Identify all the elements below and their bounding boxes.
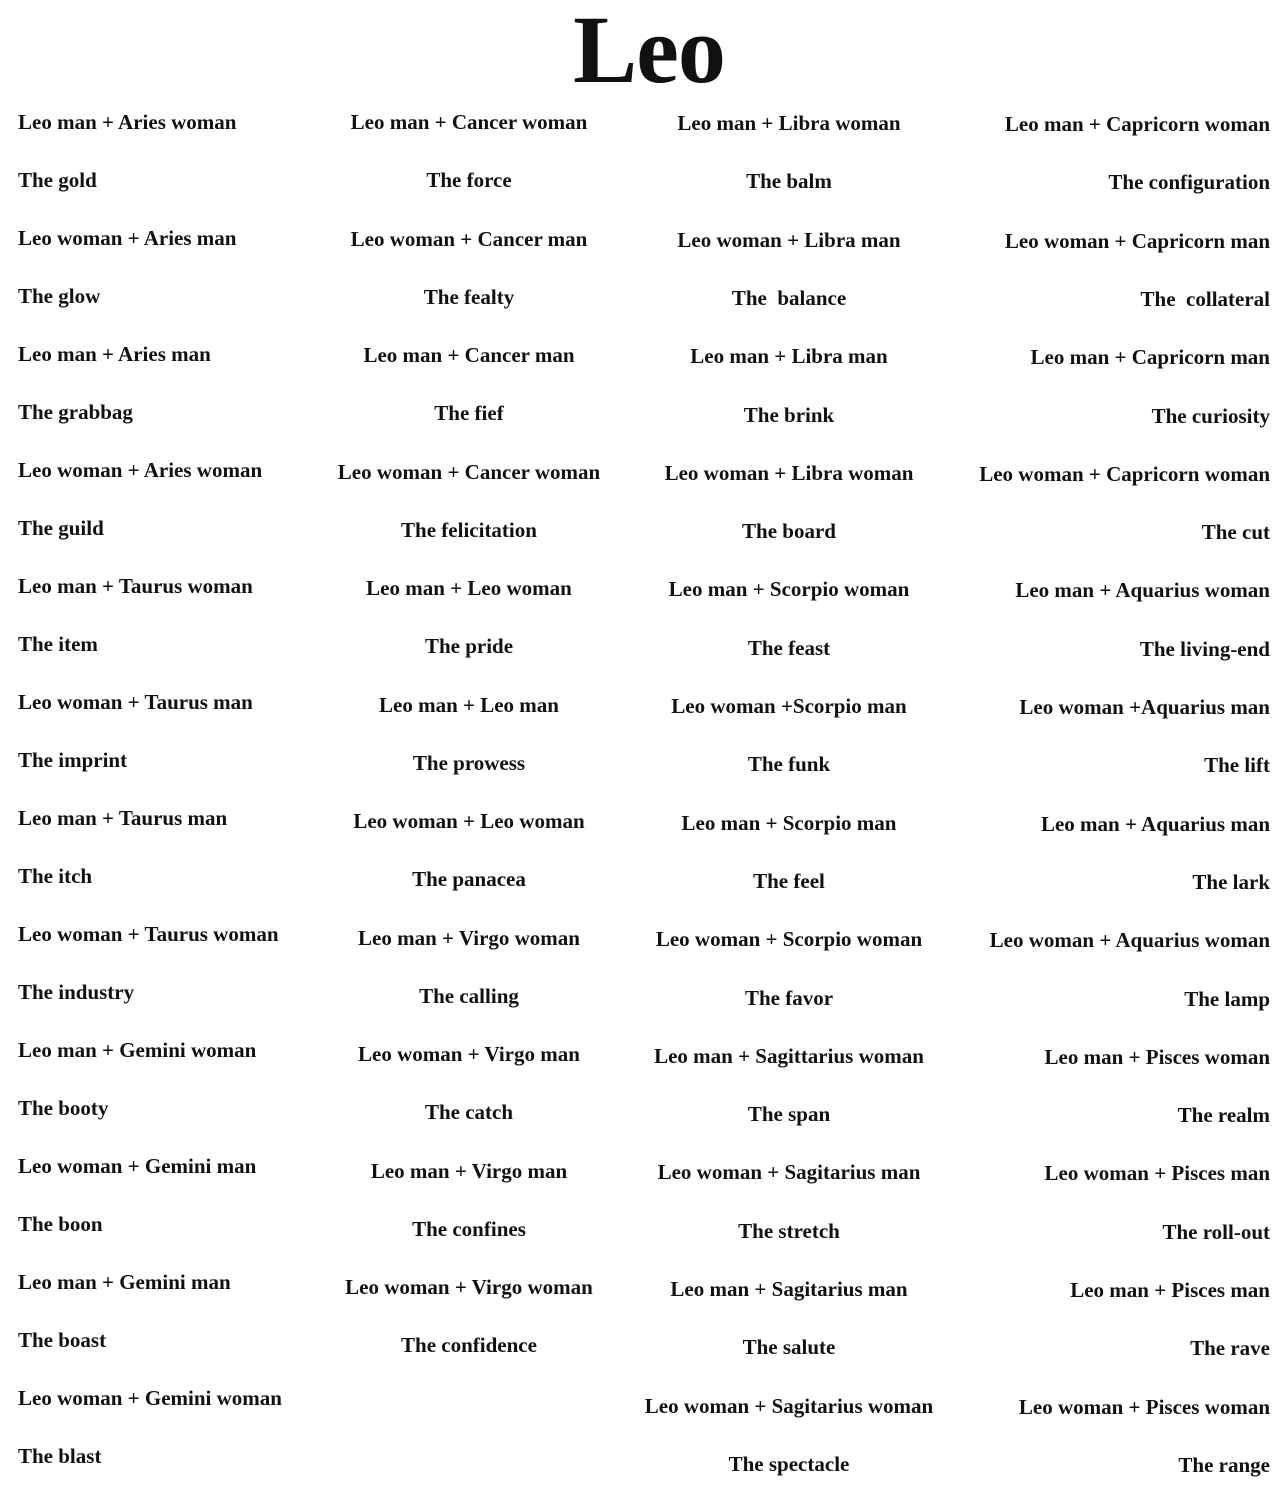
pairing-description: The span: [747, 1102, 831, 1126]
pairing-description: The living-end: [1139, 637, 1270, 661]
pairing-description: The roll-out: [1162, 1220, 1270, 1244]
pairing-label: Leo woman + Virgo man: [358, 1042, 580, 1066]
pairing-description: The favor: [744, 986, 834, 1010]
pairing-label: Leo woman + Capricorn man: [1004, 229, 1270, 253]
pairing-description: The industry: [18, 980, 135, 1004]
pairing-label: Leo man + Cancer woman: [350, 110, 588, 134]
pairing-description: The booty: [18, 1096, 109, 1120]
pairing-description: The grabbag: [18, 400, 133, 424]
pairing-label: Leo woman + Taurus woman: [18, 922, 279, 946]
pairing-description: The itch: [18, 864, 93, 888]
pairing-description: The boast: [18, 1328, 107, 1352]
pairing-label: Leo man + Libra woman: [677, 111, 901, 135]
pairing-label: Leo man + Leo man: [379, 693, 559, 717]
pairing-label: Leo woman + Libra man: [677, 228, 901, 252]
pairing-description: The boon: [18, 1212, 103, 1236]
pairing-label: Leo man + Aries man: [18, 342, 211, 366]
pairing-label: Leo man + Pisces man: [1070, 1278, 1270, 1302]
pairing-description: The feast: [747, 636, 831, 660]
pairing-description: The fealty: [423, 285, 515, 309]
pairing-description: The lark: [1192, 870, 1270, 894]
pairing-label: Leo woman + Libra woman: [664, 461, 914, 485]
pairing-label: Leo man + Virgo man: [370, 1159, 568, 1183]
pairing-label: Leo woman + Cancer man: [350, 227, 588, 251]
pairing-description: The collateral: [1140, 287, 1270, 311]
pairing-label: Leo man + Virgo woman: [358, 926, 580, 950]
pairing-description: The rave: [1190, 1336, 1270, 1360]
pairing-description: The cut: [1201, 520, 1270, 544]
pairing-label: Leo woman + Virgo woman: [345, 1275, 593, 1299]
pairing-description: The catch: [424, 1100, 514, 1124]
pairing-description: The guild: [18, 516, 104, 540]
pairing-label: Leo woman + Leo woman: [353, 809, 585, 833]
pairing-description: The brink: [743, 403, 835, 427]
pairing-label: Leo woman + Pisces woman: [1018, 1395, 1270, 1419]
pairing-description: The curiosity: [1151, 404, 1270, 428]
pairing-label: Leo man + Pisces woman: [1044, 1045, 1270, 1069]
pairing-label: Leo man + Sagitarius man: [670, 1277, 908, 1301]
pairing-description: The fief: [434, 401, 504, 425]
pairing-label: Leo woman +Aquarius man: [1019, 695, 1270, 719]
pairing-label: Leo man + Leo woman: [366, 576, 572, 600]
pairing-label: Leo man + Libra man: [690, 344, 888, 368]
pairing-description: The calling: [419, 984, 519, 1008]
pairing-label: Leo man + Gemini woman: [18, 1038, 257, 1062]
pairing-description: The gold: [18, 168, 97, 192]
pairing-label: Leo woman + Aries woman: [18, 458, 263, 482]
pairing-label: Leo woman + Gemini man: [18, 1154, 257, 1178]
pairing-description: The balm: [746, 169, 832, 193]
pairing-description: The board: [742, 519, 836, 543]
pairing-label: Leo woman + Cancer woman: [337, 460, 601, 484]
pairing-label: Leo man + Scorpio man: [681, 811, 897, 835]
pairing-description: The blast: [18, 1444, 102, 1468]
pairing-description: The confines: [412, 1217, 526, 1241]
pairing-label: Leo woman + Capricorn woman: [979, 462, 1270, 486]
pairing-label: Leo woman + Gemini woman: [18, 1386, 282, 1410]
pairing-description: The confidence: [401, 1333, 537, 1357]
pairing-label: Leo man + Capricorn man: [1030, 345, 1270, 369]
pairing-description: The feel: [753, 869, 825, 893]
pairing-label: Leo woman + Aries man: [18, 226, 237, 250]
pairing-description: The stretch: [738, 1219, 840, 1243]
pairing-description: The range: [1178, 1453, 1270, 1477]
page-title: Leo: [573, 0, 725, 103]
column-4: [960, 0, 1270, 1493]
pairing-label: Leo man + Scorpio woman: [668, 577, 910, 601]
pairing-label: Leo man + Aries woman: [18, 110, 237, 134]
column-2: [320, 0, 618, 1493]
pairing-label: Leo man + Taurus woman: [18, 574, 253, 598]
pairing-description: The pride: [424, 634, 514, 658]
pairing-label: Leo woman + Aquarius woman: [989, 928, 1270, 952]
pairing-description: The configuration: [1108, 170, 1270, 194]
pairing-label: Leo man + Aquarius woman: [1015, 578, 1270, 602]
pairing-description: The funk: [747, 752, 831, 776]
pairing-label: Leo man + Gemini man: [18, 1270, 231, 1294]
pairing-description: The felicitation: [401, 518, 537, 542]
pairing-description: The prowess: [412, 751, 526, 775]
pairing-description: The lift: [1204, 753, 1270, 777]
pairing-description: The item: [18, 632, 98, 656]
pairing-label: Leo man + Taurus man: [18, 806, 228, 830]
pairing-label: Leo woman + Scorpio woman: [655, 927, 923, 951]
column-1: [18, 0, 318, 1493]
pairing-description: The realm: [1177, 1103, 1270, 1127]
pairing-description: The lamp: [1184, 987, 1270, 1011]
pairing-description: The balance: [731, 286, 847, 310]
pairing-label: Leo woman +Scorpio man: [671, 694, 907, 718]
pairing-description: The spectacle: [728, 1452, 850, 1476]
pairing-label: Leo man + Cancer man: [363, 343, 575, 367]
pairing-label: Leo woman + Sagitarius woman: [644, 1394, 934, 1418]
column-3: [638, 0, 940, 1493]
pairing-label: Leo woman + Pisces man: [1044, 1161, 1270, 1185]
pairing-label: Leo woman + Taurus man: [18, 690, 253, 714]
pairing-label: Leo man + Sagittarius woman: [654, 1044, 924, 1068]
pairing-description: The panacea: [412, 867, 526, 891]
pairing-description: The force: [426, 168, 512, 192]
pairing-description: The glow: [18, 284, 101, 308]
pairing-description: The imprint: [18, 748, 128, 772]
pairing-label: Leo woman + Sagitarius man: [657, 1160, 921, 1184]
pairing-label: Leo man + Aquarius man: [1040, 812, 1270, 836]
pairing-label: Leo man + Capricorn woman: [1004, 112, 1270, 136]
pairing-description: The salute: [742, 1335, 836, 1359]
